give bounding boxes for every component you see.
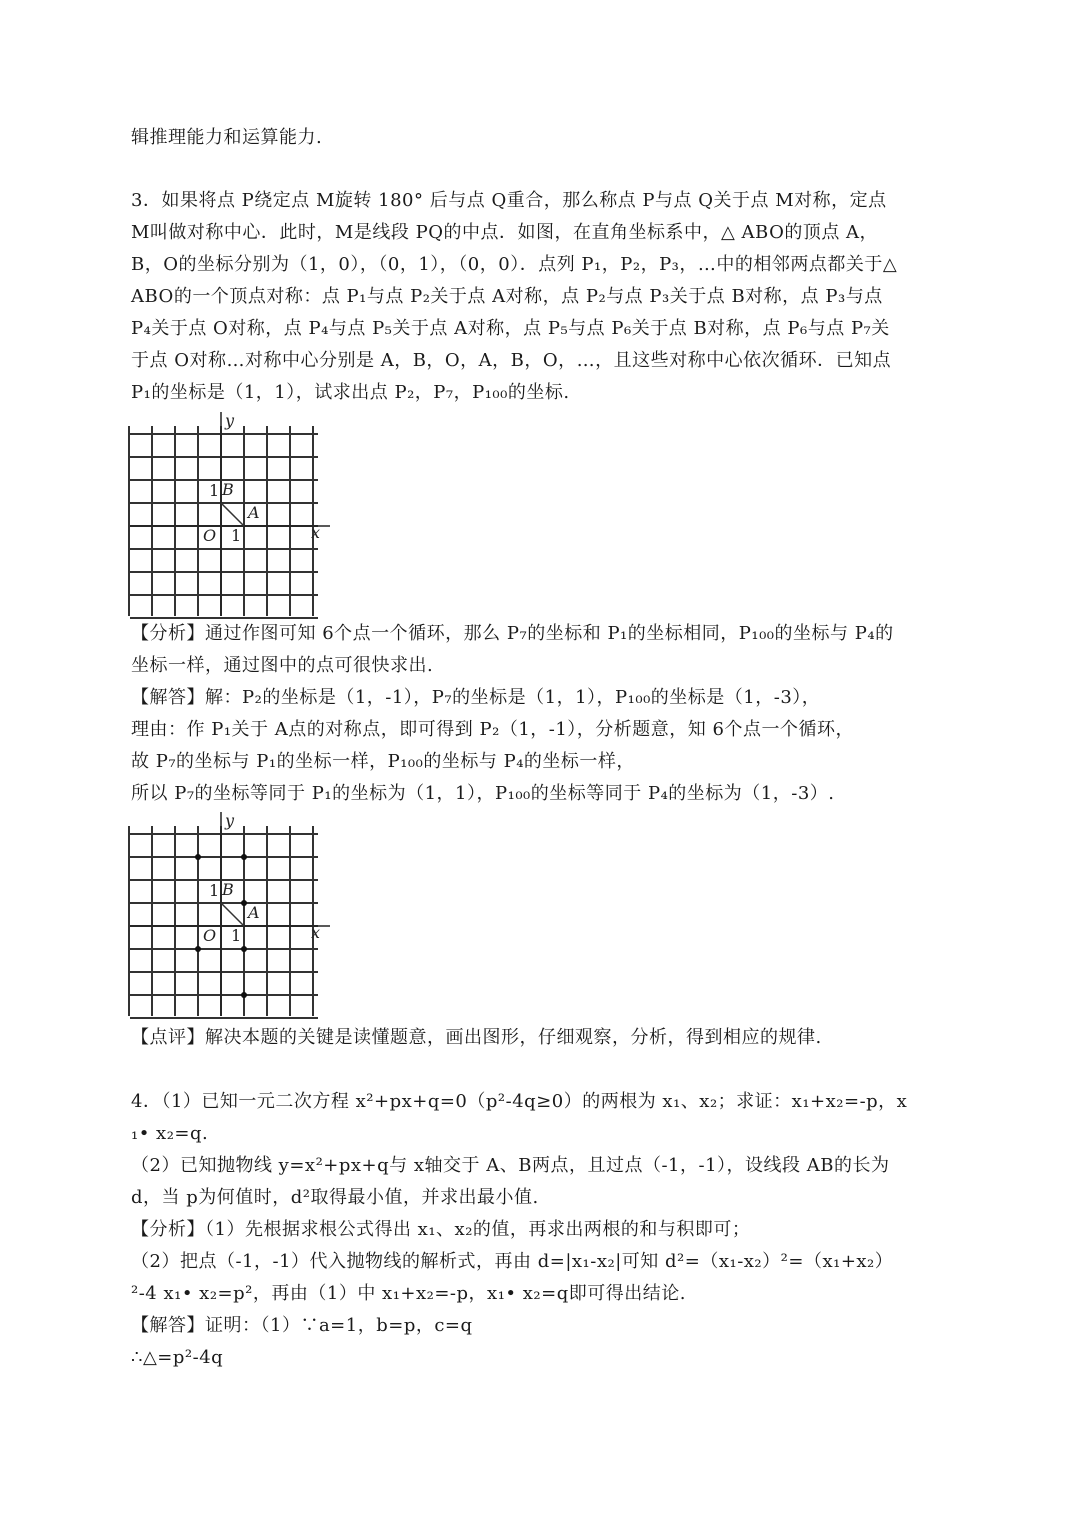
sequence-point [241, 900, 247, 906]
y-unit-label: 1 [209, 881, 220, 900]
x-axis-label: x [311, 523, 321, 542]
problem-3-line-4: ABO的一个顶点对称：点 P₁与点 P₂关于点 A对称，点 P₂与点 P₃关于点 B对称，点 P₃与点 [131, 286, 883, 307]
coordinate-grid-figure-2 [128, 810, 338, 1020]
solution-line-2: 理由：作 P₁关于 A点的对称点，即可得到 P₂（1，-1），分析题意，知 6个点一个循环， [131, 719, 854, 740]
x-unit-label: 1 [231, 526, 242, 545]
point-a-label: A [248, 503, 260, 522]
problem-4-analysis-1: 【分析】（1）先根据求根公式得出 x₁、x₂的值，再求出两根的和与积即可； [131, 1219, 751, 1240]
solution-line-1: 【解答】解：P₂的坐标是（1，-1），P₇的坐标是（1，1），P₁₀₀的坐标是（1，-3）， [131, 687, 821, 708]
comment-line: 【点评】解决本题的关键是读懂题意，画出图形，仔细观察，分析，得到相应的规律. [131, 1027, 822, 1048]
problem-4-solution-2: ∴△=p²-4q [131, 1347, 224, 1368]
grid-lines [129, 412, 330, 618]
x-unit-label: 1 [231, 926, 242, 945]
point-a-label: A [248, 903, 260, 922]
problem-3-line-3: B，O的坐标分别为（1，0），（0，1），（0，0）．点列 P₁，P₂，P₃，…中的相邻两点都关于△ [131, 254, 898, 275]
analysis-line-1: 【分析】通过作图可知 6个点一个循环，那么 P₇的坐标和 P₁的坐标相同，P₁₀₀的坐标与 P₄的 [131, 623, 894, 644]
origin-label: O [203, 926, 217, 945]
problem-3-line-2: M叫做对称中心．此时，M是线段 PQ的中点．如图，在直角坐标系中，△ ABO的顶点 A， [131, 222, 879, 243]
segment-ab [221, 903, 244, 926]
solution-line-4: 所以 P₇的坐标等同于 P₁的坐标为（1，1），P₁₀₀的坐标等同于 P₄的坐标为（1，-3）. [131, 783, 835, 804]
text-line-1: 辑推理能力和运算能力. [131, 127, 323, 148]
y-axis-label: y [225, 811, 235, 830]
sequence-point [241, 992, 247, 998]
problem-3-line-1: 3．如果将点 P绕定点 M旋转 180° 后与点 Q重合，那么称点 P与点 Q关于点 M对称，定点 [131, 190, 887, 211]
y-unit-label: 1 [209, 481, 220, 500]
segment-ab [221, 503, 244, 526]
problem-4-analysis-2: （2）把点（-1，-1）代入抛物线的解析式，再由 d=|x₁-x₂|可知 d²=（x₁-x₂）²=（x₁+x₂） [131, 1251, 894, 1272]
point-b-label: B [222, 880, 234, 899]
coordinate-grid-figure-1 [128, 410, 338, 620]
problem-4-line-1: 4．（1）已知一元二次方程 x²+px+q=0（p²-4q≥0）的两根为 x₁、x₂；求证：x₁+x₂=-p，x [131, 1091, 908, 1112]
origin-label: O [203, 526, 217, 545]
point-b-label: B [222, 480, 234, 499]
problem-3-line-6: 于点 O对称…对称中心分别是 A，B，O，A，B，O，…，且这些对称中心依次循环．已知点 [131, 350, 892, 371]
problem-4-line-2: ₁• x₂=q. [131, 1123, 209, 1144]
y-axis-label: y [225, 411, 235, 430]
x-axis-label: x [311, 923, 321, 942]
problem-4-analysis-3: ²-4 x₁• x₂=p²，再由（1）中 x₁+x₂=-p，x₁• x₂=q即可得出结论. [131, 1283, 686, 1304]
sequence-point [241, 946, 247, 952]
analysis-line-2: 坐标一样，通过图中的点可很快求出. [131, 655, 434, 676]
solution-line-3: 故 P₇的坐标与 P₁的坐标一样，P₁₀₀的坐标与 P₄的坐标一样， [131, 751, 635, 772]
problem-3-line-7: P₁的坐标是（1，1），试求出点 P₂，P₇，P₁₀₀的坐标. [131, 382, 570, 403]
grid-lines [129, 812, 330, 1018]
sequence-point [195, 946, 201, 952]
problem-4-solution-1: 【解答】证明：（1）∵a=1，b=p，c=q [131, 1315, 473, 1336]
problem-4-line-3: （2）已知抛物线 y=x²+px+q与 x轴交于 A、B两点，且过点（-1，-1），设线段 AB的长为 [131, 1155, 890, 1176]
sequence-point [241, 854, 247, 860]
sequence-point [195, 854, 201, 860]
problem-4-line-4: d，当 p为何值时，d²取得最小值，并求出最小值. [131, 1187, 539, 1208]
problem-3-line-5: P₄关于点 O对称，点 P₄与点 P₅关于点 A对称，点 P₅与点 P₆关于点 B对称，点 P₆与点 P₇关 [131, 318, 890, 339]
